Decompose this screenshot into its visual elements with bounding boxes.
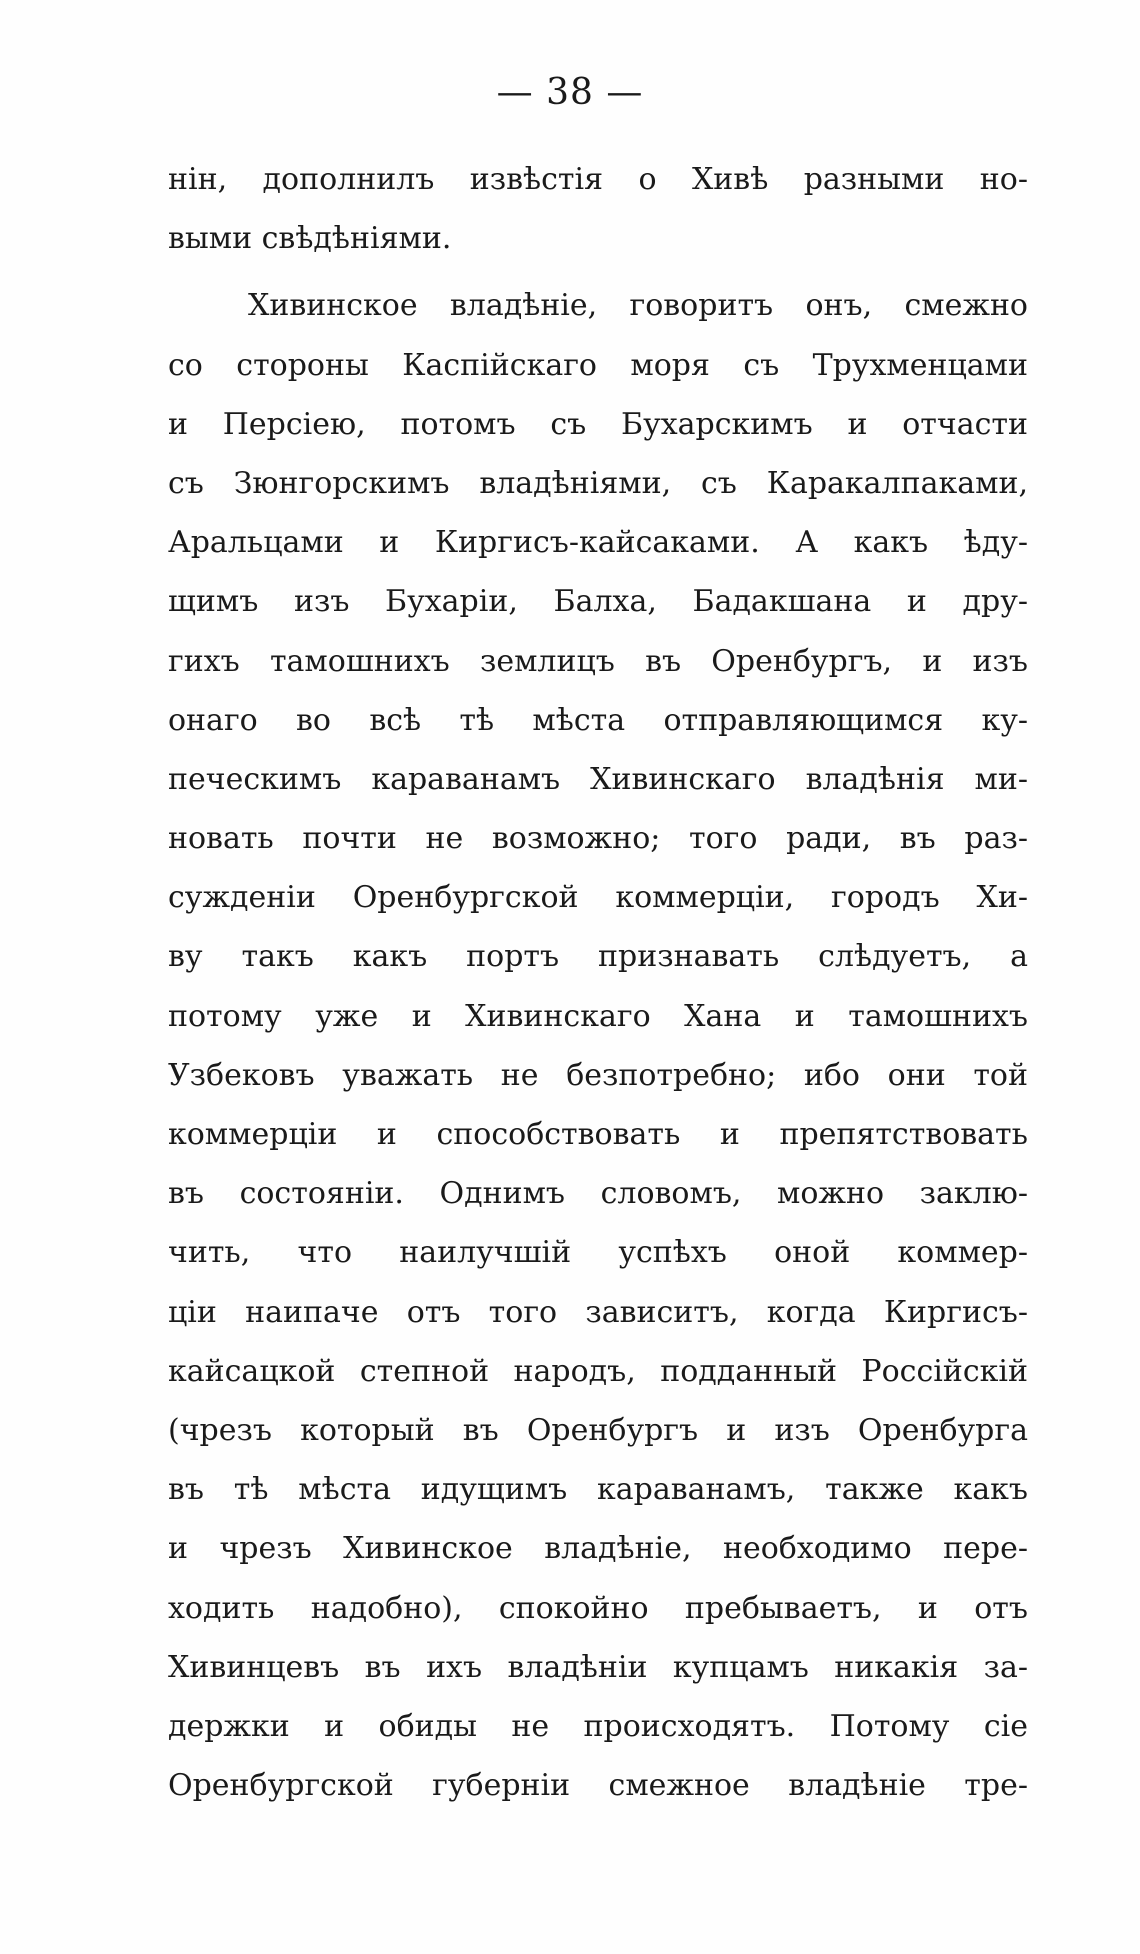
text-line: ву такъ какъ портъ признавать слѣдуетъ, а bbox=[168, 939, 1028, 975]
text-line: новать почти не возможно; того ради, въ раз- bbox=[168, 821, 1028, 857]
text-line: сужденіи Оренбургской коммерціи, городъ Хи- bbox=[168, 880, 1028, 916]
text-line: нін, дополнилъ извѣстія о Хивѣ разными но- bbox=[168, 162, 1028, 197]
text-line: и чрезъ Хивинское владѣніе, необходимо пере- bbox=[168, 1531, 1028, 1567]
text-line: коммерціи и способствовать и препятствовать bbox=[168, 1117, 1028, 1152]
text-line: кайсацкой степной народъ, подданный Россійскій bbox=[168, 1353, 1028, 1389]
text-line: Хивинское владѣніе, говоритъ онъ, смежно bbox=[248, 288, 1028, 324]
text-line: щимъ изъ Бухаріи, Балха, Бадакшана и дру- bbox=[168, 584, 1028, 620]
text-line: Узбековъ уважать не безпотребно; ибо они той bbox=[168, 1057, 1028, 1093]
text-line: со стороны Каспійскаго моря съ Трухменцами bbox=[168, 347, 1028, 383]
text-line: выми свѣдѣніями. bbox=[168, 221, 452, 257]
text-line: держки и обиды не происходятъ. Потому сіе bbox=[168, 1708, 1028, 1744]
paragraph-2 bbox=[168, 276, 1028, 1815]
text-line: (чрезъ который въ Оренбургъ и изъ Оренбурга bbox=[168, 1412, 1028, 1448]
text-line: онаго во всѣ тѣ мѣста отправляющимся ку- bbox=[168, 702, 1028, 738]
text-line: въ тѣ мѣста идущимъ караванамъ, также какъ bbox=[168, 1472, 1028, 1508]
text-line: Оренбургской губерніи смежное владѣніе тре- bbox=[168, 1768, 1028, 1804]
text-line: въ состояніи. Однимъ словомъ, можно заклю- bbox=[168, 1176, 1028, 1212]
page-number: — 38 — bbox=[496, 72, 644, 113]
text-line: гихъ тамошнихъ землицъ въ Оренбургъ, и изъ bbox=[168, 643, 1028, 679]
page-body bbox=[168, 150, 1028, 1815]
text-line: Хивинцевъ въ ихъ владѣніи купцамъ никакія за- bbox=[168, 1649, 1028, 1685]
text-line: чить, что наилучшій успѣхъ оной коммер- bbox=[168, 1235, 1028, 1271]
text-line: и Персіею, потомъ съ Бухарскимъ и отчасти bbox=[168, 406, 1028, 442]
paragraph-1 bbox=[168, 150, 1028, 268]
text-line: печескимъ караванамъ Хивинскаго владѣнія ми- bbox=[168, 761, 1028, 797]
text-line: потому уже и Хивинскаго Хана и тамошнихъ bbox=[168, 998, 1028, 1034]
text-line: Аральцами и Киргисъ-кайсаками. А какъ ѣду- bbox=[168, 525, 1028, 561]
text-line: ціи наипаче отъ того зависитъ, когда Киргисъ- bbox=[168, 1294, 1028, 1330]
text-line: ходить надобно), спокойно пребываетъ, и отъ bbox=[168, 1590, 1028, 1626]
text-line: съ Зюнгорскимъ владѣніями, съ Каракалпаками, bbox=[168, 465, 1028, 501]
